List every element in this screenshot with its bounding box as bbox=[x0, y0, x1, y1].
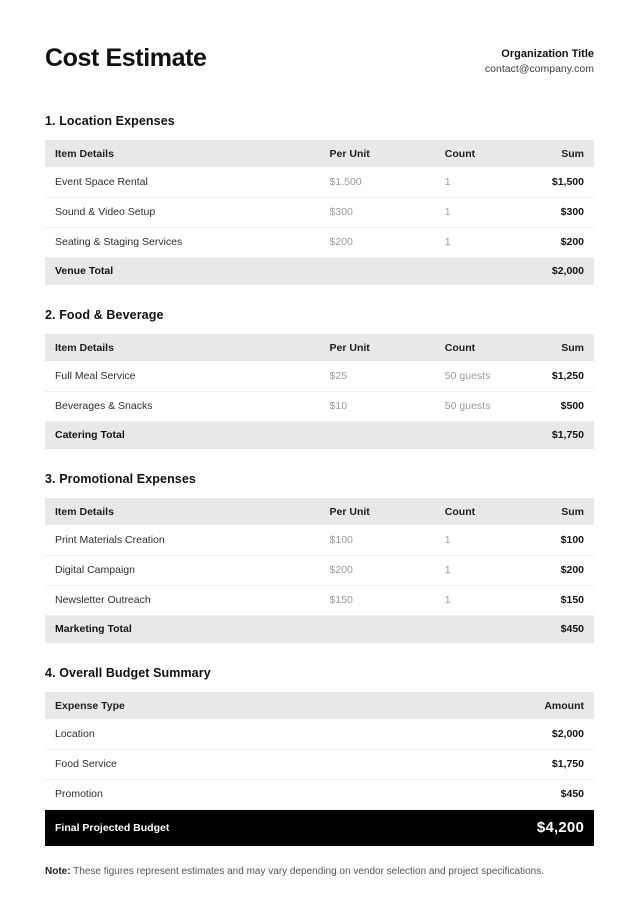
count-value: 1 bbox=[435, 227, 523, 257]
item-name: Beverages & Snacks bbox=[45, 391, 320, 421]
footnote bbox=[45, 865, 594, 879]
table-row bbox=[45, 555, 594, 585]
item-name: Digital Campaign bbox=[45, 555, 320, 585]
table-row bbox=[45, 525, 594, 555]
per-unit-value: $1,500 bbox=[320, 167, 435, 197]
col-header-sum: Sum bbox=[523, 498, 594, 525]
per-unit-value: $10 bbox=[320, 391, 435, 421]
per-unit-value: $200 bbox=[320, 555, 435, 585]
sum-value: $100 bbox=[523, 525, 594, 555]
organization-block bbox=[485, 44, 594, 76]
table-row bbox=[45, 167, 594, 197]
table-header-row bbox=[45, 692, 594, 719]
col-header-count: Count bbox=[435, 498, 523, 525]
table-row bbox=[45, 227, 594, 257]
section-budget-summary bbox=[45, 666, 594, 846]
total-label: Marketing Total bbox=[45, 615, 523, 643]
table-row bbox=[45, 749, 594, 779]
budget-summary-table bbox=[45, 692, 594, 846]
col-header-count: Count bbox=[435, 140, 523, 167]
section-food-beverage bbox=[45, 308, 594, 449]
per-unit-value: $100 bbox=[320, 525, 435, 555]
per-unit-value: $150 bbox=[320, 585, 435, 615]
total-label: Catering Total bbox=[45, 421, 523, 449]
total-value: $2,000 bbox=[523, 257, 594, 285]
sum-value: $150 bbox=[523, 585, 594, 615]
col-header-per-unit: Per Unit bbox=[320, 498, 435, 525]
section-promotional-expenses bbox=[45, 472, 594, 643]
col-header-item-details: Item Details bbox=[45, 140, 320, 167]
section-heading: 1. Location Expenses bbox=[45, 114, 175, 129]
item-name: Print Materials Creation bbox=[45, 525, 320, 555]
expense-type: Food Service bbox=[45, 749, 457, 779]
count-value: 1 bbox=[435, 167, 523, 197]
count-value: 1 bbox=[435, 585, 523, 615]
item-name: Newsletter Outreach bbox=[45, 585, 320, 615]
per-unit-value: $300 bbox=[320, 197, 435, 227]
table-header-row bbox=[45, 140, 594, 167]
table-row bbox=[45, 391, 594, 421]
footnote-text: These figures represent estimates and may vary depending on vendor selection and project specifications. bbox=[70, 866, 544, 878]
sum-value: $200 bbox=[523, 227, 594, 257]
sum-value: $1,250 bbox=[523, 361, 594, 391]
per-unit-value: $25 bbox=[320, 361, 435, 391]
col-header-item-details: Item Details bbox=[45, 334, 320, 361]
col-header-sum: Sum bbox=[523, 334, 594, 361]
col-header-per-unit: Per Unit bbox=[320, 140, 435, 167]
total-row bbox=[45, 257, 594, 285]
page-title: Cost Estimate bbox=[45, 44, 207, 72]
item-name: Sound & Video Setup bbox=[45, 197, 320, 227]
table-row bbox=[45, 719, 594, 749]
count-value: 50 guests bbox=[435, 361, 523, 391]
table-row bbox=[45, 197, 594, 227]
col-header-expense-type: Expense Type bbox=[45, 692, 457, 719]
food-beverage-table bbox=[45, 334, 594, 449]
col-header-item-details: Item Details bbox=[45, 498, 320, 525]
section-heading: 2. Food & Beverage bbox=[45, 308, 164, 323]
amount-value: $450 bbox=[457, 779, 594, 809]
organization-email: contact@company.com bbox=[484, 62, 594, 75]
table-row bbox=[45, 585, 594, 615]
total-label: Venue Total bbox=[45, 257, 523, 285]
final-total-label: Final Projected Budget bbox=[45, 809, 457, 846]
section-location-expenses bbox=[45, 114, 594, 285]
document-header bbox=[45, 44, 594, 76]
expense-type: Promotion bbox=[45, 779, 457, 809]
promotional-expenses-table bbox=[45, 498, 594, 643]
table-row bbox=[45, 779, 594, 809]
item-name: Seating & Staging Services bbox=[45, 227, 320, 257]
table-header-row bbox=[45, 334, 594, 361]
col-header-count: Count bbox=[435, 334, 523, 361]
total-value: $450 bbox=[523, 615, 594, 643]
final-total-value: $4,200 bbox=[457, 809, 594, 846]
table-row bbox=[45, 361, 594, 391]
sum-value: $200 bbox=[523, 555, 594, 585]
count-value: 1 bbox=[435, 555, 523, 585]
total-row bbox=[45, 615, 594, 643]
col-header-per-unit: Per Unit bbox=[320, 334, 435, 361]
organization-name: Organization Title bbox=[501, 48, 594, 60]
final-total-row bbox=[45, 809, 594, 846]
table-header-row bbox=[45, 498, 594, 525]
count-value: 50 guests bbox=[435, 391, 523, 421]
count-value: 1 bbox=[435, 197, 523, 227]
section-heading: 3. Promotional Expenses bbox=[45, 472, 196, 487]
sum-value: $1,500 bbox=[523, 167, 594, 197]
item-name: Full Meal Service bbox=[45, 361, 320, 391]
footnote-label: Note: bbox=[45, 866, 71, 878]
amount-value: $2,000 bbox=[457, 719, 594, 749]
sum-value: $300 bbox=[523, 197, 594, 227]
count-value: 1 bbox=[435, 525, 523, 555]
item-name: Event Space Rental bbox=[45, 167, 320, 197]
expense-type: Location bbox=[45, 719, 457, 749]
total-row bbox=[45, 421, 594, 449]
total-value: $1,750 bbox=[523, 421, 594, 449]
amount-value: $1,750 bbox=[457, 749, 594, 779]
sum-value: $500 bbox=[523, 391, 594, 421]
section-heading: 4. Overall Budget Summary bbox=[45, 666, 211, 681]
col-header-sum: Sum bbox=[523, 140, 594, 167]
per-unit-value: $200 bbox=[320, 227, 435, 257]
location-expenses-table bbox=[45, 140, 594, 285]
col-header-amount: Amount bbox=[457, 692, 594, 719]
